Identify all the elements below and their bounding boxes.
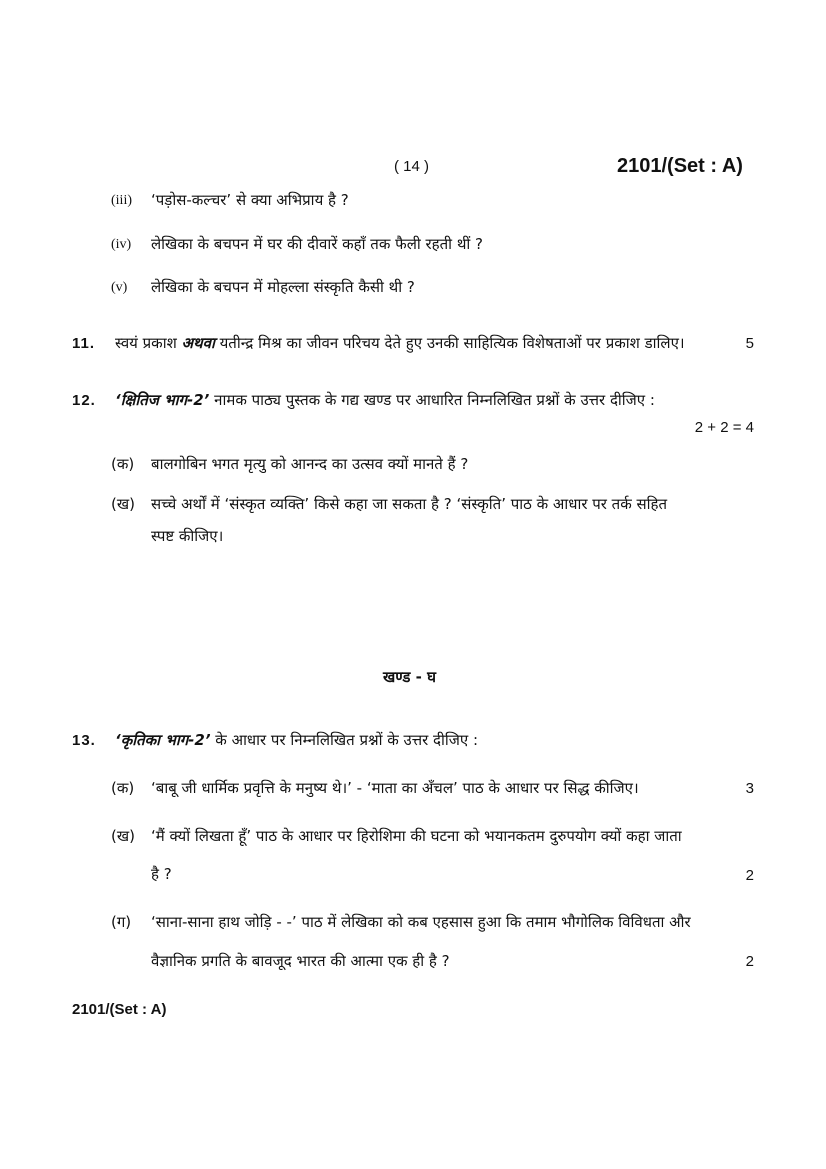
q12-marks: 2 + 2 = 4 [694, 419, 754, 436]
q12-part-kha-text-line2: स्पष्ट कीजिए। [151, 527, 224, 545]
q13-part-ka-marks: 3 [745, 780, 754, 797]
q12-text [115, 390, 655, 410]
q12-part-ka-text: बालगोबिन भगत मृत्यु को आनन्द का उत्सव क्यों मानते हैं ? [151, 455, 469, 473]
q13-number: 13. [72, 732, 96, 749]
q12-book-title: ‘क्षितिज भाग-2’ [115, 391, 210, 409]
q12-part-kha-label: (ख) [111, 495, 135, 513]
q13-part-ga-marks: 2 [745, 953, 754, 970]
q12-part-kha-text-line1: सच्चे अर्थों में ‘संस्कृत व्यक्ति’ किसे कहा जा सकता है ? ‘संस्कृति’ पाठ के आधार पर तर्क सहित [151, 495, 668, 513]
q12-text-post: नामक पाठ्य पुस्तक के गद्य खण्ड पर आधारित निम्नलिखित प्रश्नों के उत्तर दीजिए : [209, 391, 655, 409]
q11-text-post: यतीन्द्र मिश्र का जीवन परिचय देते हुए उनकी साहित्यिक विशेषताओं पर प्रकाश डालिए। [214, 334, 685, 352]
q13-part-kha-text-line2: है ? [151, 865, 172, 883]
q10-part-iv-text: लेखिका के बचपन में घर की दीवारें कहाँ तक फैली रहती थीं ? [151, 235, 484, 253]
section-heading: खण्ड - घ [383, 668, 436, 686]
q10-part-iii-label: (iii) [111, 193, 132, 208]
page-number: ( 14 ) [394, 158, 430, 175]
q13-part-ka-label: (क) [111, 779, 135, 797]
set-code-header: 2101/(Set : A) [617, 155, 743, 177]
set-code-footer: 2101/(Set : A) [72, 1001, 167, 1018]
q11-number: 11. [72, 335, 96, 352]
q13-part-ga-text-line2: वैज्ञानिक प्रगति के बावजूद भारत की आत्मा एक ही है ? [151, 952, 450, 970]
q10-part-iii-text: ‘पड़ोस-कल्चर’ से क्या अभिप्राय है ? [151, 191, 349, 209]
q13-part-kha-marks: 2 [745, 867, 754, 884]
q10-part-v-text: लेखिका के बचपन में मोहल्ला संस्कृति कैसी थी ? [151, 278, 415, 296]
q12-part-ka-label: (क) [111, 455, 135, 473]
q11-text [115, 333, 685, 353]
q11-text-emphasis: अथवा [181, 334, 215, 352]
q12-number: 12. [72, 392, 96, 409]
q13-text [115, 730, 478, 750]
q10-part-iv-label: (iv) [111, 237, 132, 252]
q13-part-ka-text: ‘बाबू जी धार्मिक प्रवृत्ति के मनुष्य थे।’ - ‘माता का अँचल’ पाठ के आधार पर सिद्ध कीजिए। [151, 779, 639, 797]
q13-text-post: के आधार पर निम्नलिखित प्रश्नों के उत्तर दीजिए : [210, 731, 479, 749]
q13-part-kha-label: (ख) [111, 827, 135, 845]
q13-part-kha-text-line1: ‘मैं क्यों लिखता हूँ’ पाठ के आधार पर हिरोशिमा की घटना को भयानकतम दुरुपयोग क्यों कहा जाता [151, 827, 682, 845]
q10-part-v-label: (v) [111, 280, 128, 295]
q11-marks: 5 [745, 335, 754, 352]
q13-book-title: ‘कृतिका भाग-2’ [115, 731, 211, 749]
q11-text-pre: स्वयं प्रकाश [115, 334, 182, 352]
q13-part-ga-label: (ग) [111, 913, 132, 931]
q13-part-ga-text-line1: ‘साना-साना हाथ जोड़ि - -’ पाठ में लेखिका को कब एहसास हुआ कि तमाम भौगोलिक विविधता और [151, 913, 691, 931]
